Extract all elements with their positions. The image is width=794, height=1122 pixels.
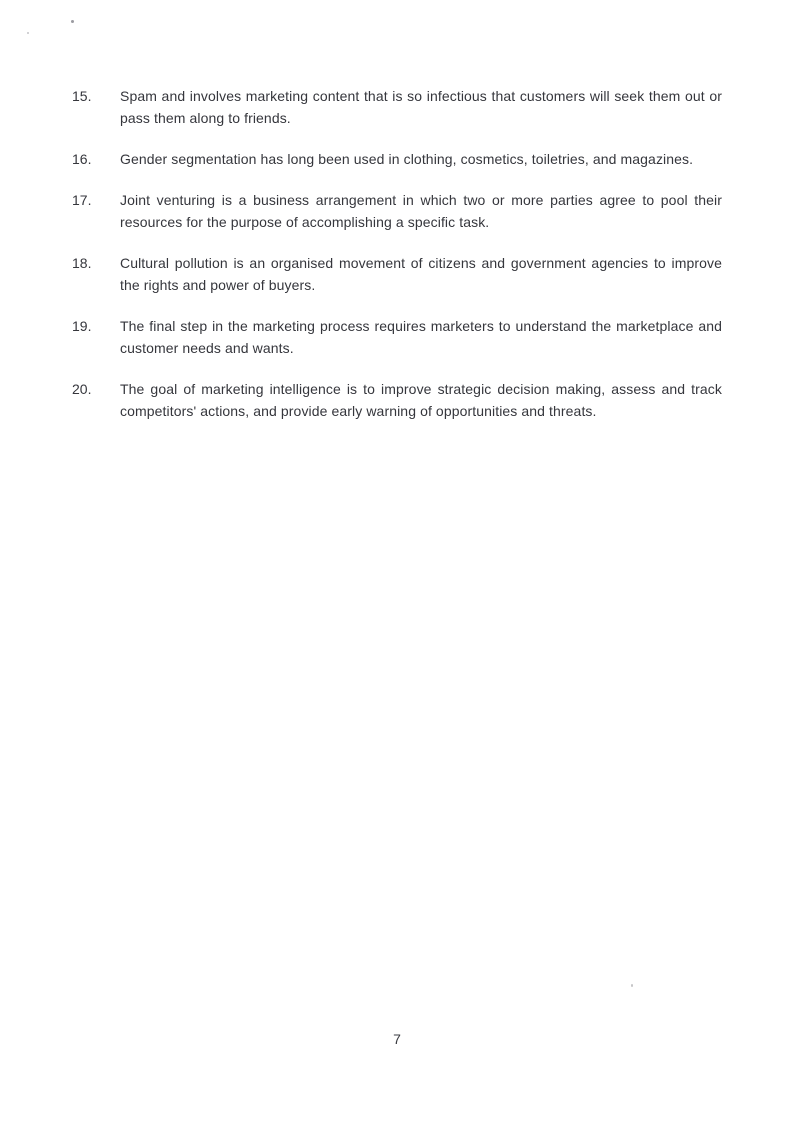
item-text: The goal of marketing intelligence is to improve strategic decision making, assess and track competitors' actions, and provide early warning of opportunities and threats.	[120, 381, 722, 419]
item-text: The final step in the marketing process requires marketers to understand the marketplace and customer needs and wants.	[120, 318, 722, 356]
item-number: 18.	[72, 255, 92, 271]
list-item	[72, 148, 722, 170]
scan-speck	[71, 20, 74, 23]
item-text: Cultural pollution is an organised movement of citizens and government agencies to improve the rights and power of buyers.	[120, 255, 722, 293]
item-number: 15.	[72, 88, 92, 104]
list-item	[72, 189, 722, 233]
item-number: 20.	[72, 381, 92, 397]
item-number: 17.	[72, 192, 92, 208]
scan-speck	[631, 984, 633, 987]
list-item	[72, 252, 722, 296]
item-number: 19.	[72, 318, 92, 334]
page-number: 7	[393, 1031, 401, 1047]
item-text: Gender segmentation has long been used in clothing, cosmetics, toiletries, and magazines.	[120, 151, 694, 167]
list-item	[72, 315, 722, 359]
list-item	[72, 378, 722, 422]
item-text: Joint venturing is a business arrangement in which two or more parties agree to pool their resources for the purpose of accomplishing a specific task.	[120, 192, 722, 230]
scan-speck	[27, 32, 29, 34]
item-number: 16.	[72, 151, 92, 167]
item-text: Spam and involves marketing content that is so infectious that customers will seek them out or pass them along to friends.	[120, 88, 722, 126]
statement-list	[72, 85, 722, 441]
list-item	[72, 85, 722, 129]
